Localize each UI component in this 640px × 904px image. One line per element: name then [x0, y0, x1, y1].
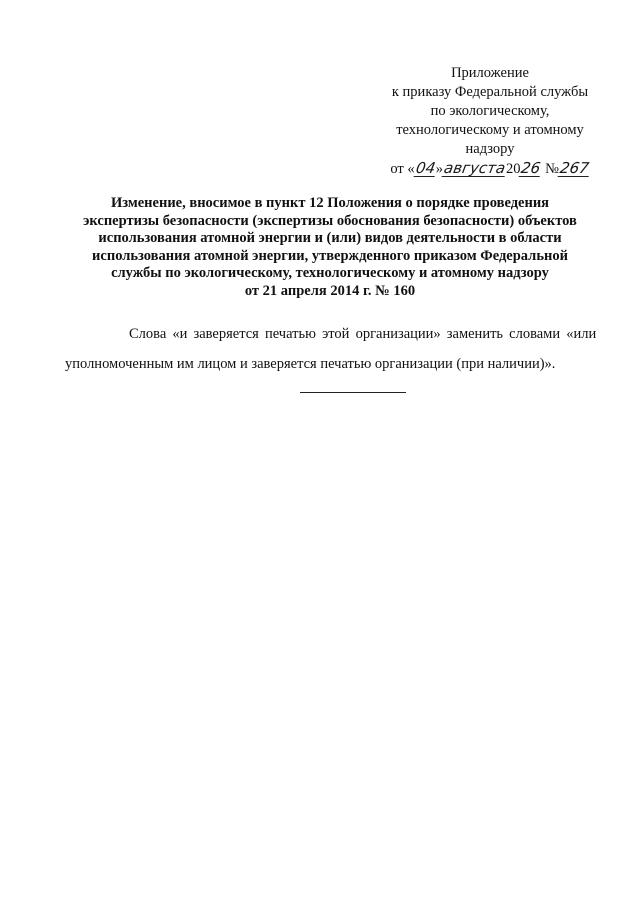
title-line-2: экспертизы безопасности (экспертизы обоснования безопасности) объектов: [83, 212, 577, 229]
title-line-5: службы по экологическому, технологическому и атомному надзору: [111, 265, 549, 281]
appendix-title: Приложение: [451, 65, 529, 81]
appendix-line-4: технологическому и атомному: [396, 122, 584, 138]
title-line-3: использования атомной энергии и (или) видов деятельности в области: [98, 230, 562, 246]
body-line-1: Слова «и заверяется печатью этой организации» заменить словами «или: [129, 326, 597, 342]
order-prefix: от «: [390, 161, 415, 177]
order-day-close: »: [435, 161, 443, 177]
handwritten-day: 04: [414, 159, 437, 177]
order-number-sign: №: [545, 161, 559, 177]
body-paragraph: [65, 325, 605, 374]
appendix-line-2: к приказу Федеральной службы: [391, 84, 589, 100]
end-divider-line: [300, 392, 406, 393]
appendix-line-5: надзору: [465, 141, 515, 157]
handwritten-year: 26: [520, 159, 543, 177]
body-line-2: уполномоченным им лицом и заверяется печатью организации (при наличии)».: [65, 356, 556, 372]
order-year-prefix: 20: [505, 161, 521, 177]
document-title: [80, 195, 580, 300]
title-line-4: использования атомной энергии, утвержденного приказом Федеральной: [92, 247, 568, 264]
handwritten-number: 267: [558, 159, 591, 177]
appendix-line-3: по экологическому,: [430, 103, 550, 119]
appendix-block: [380, 64, 600, 179]
handwritten-month: августа: [442, 159, 507, 177]
title-line-1: Изменение, вносимое в пункт 12 Положения о порядке проведения: [110, 195, 550, 211]
title-line-6: от 21 апреля 2014 г. № 160: [244, 282, 416, 299]
order-date-number: [380, 160, 600, 179]
